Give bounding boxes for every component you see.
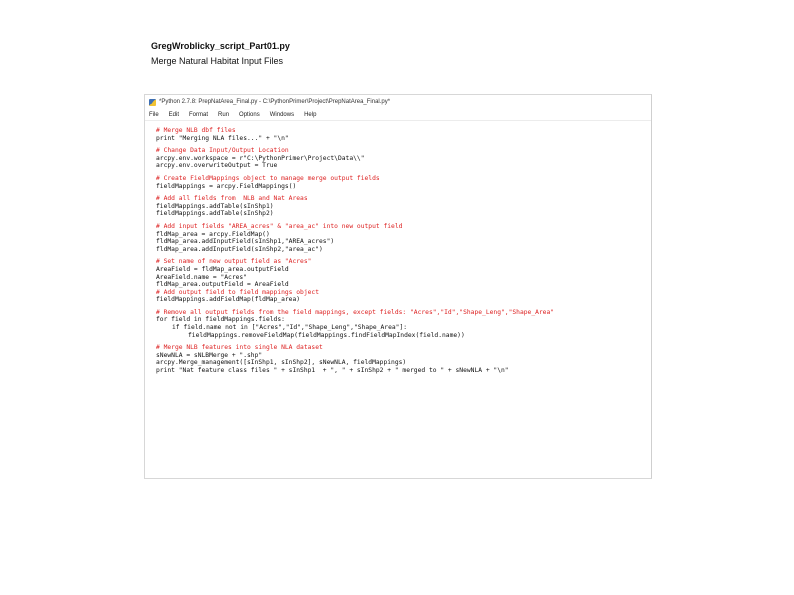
menu-edit[interactable]: Edit: [168, 111, 180, 118]
code-comment-line: # Remove all output fields from the field mappings, except fields: "Acres","Id","Shape_Leng","Shape_Area": [156, 308, 555, 316]
code-line: arcpy.env.workspace = r"C:\PythonPrimer\Project\Data\\": [156, 154, 365, 162]
menu-file[interactable]: File: [149, 111, 159, 118]
menu-bar: [145, 109, 651, 121]
code-line: arcpy.env.overwriteOutput = True: [156, 162, 278, 170]
code-comment-line: # Merge NLB dbf files: [156, 127, 236, 134]
menu-run[interactable]: Run: [218, 111, 230, 118]
python-app-icon: [149, 99, 156, 106]
code-line: if field.name not in ["Acres","Id","Shape_Leng","Shape_Area"]:: [172, 324, 408, 332]
code-line: arcpy.Merge_management([sInShp1, sInShp2], sNewNLA, fieldMappings): [156, 359, 407, 367]
code-line: sNewNLA = sNLBMerge + ".shp": [156, 351, 263, 359]
code-line: print "Merging NLA files..." + "\n": [156, 134, 289, 142]
code-comment-line: # Create FieldMappings object to manage merge output fields: [156, 174, 380, 182]
code-comment-line: # Add all fields from NLB and Nat Areas: [156, 195, 308, 203]
menu-help[interactable]: Help: [304, 111, 317, 118]
code-line: fldMap_area = arcpy.FieldMap(): [156, 230, 270, 238]
code-line: AreaField.name = "Acres": [156, 273, 247, 281]
code-line: fieldMappings.addFieldMap(fldMap_area): [156, 296, 301, 304]
code-line: fieldMappings.addTable(sInShp2): [156, 210, 274, 218]
code-comment-line: # Set name of new output field as "Acres": [156, 258, 312, 266]
code-line: AreaField = fldMap_area.outputField: [156, 265, 289, 273]
menu-windows[interactable]: Windows: [269, 111, 295, 118]
menu-options[interactable]: Options: [239, 111, 260, 118]
window-titlebar: [145, 95, 651, 109]
menu-format[interactable]: Format: [189, 111, 209, 118]
code-comment-line: # Add input fields "AREA_acres" & "area_ac" into new output field: [156, 222, 403, 230]
code-line: fieldMappings = arcpy.FieldMappings(): [156, 182, 297, 190]
document-title: GregWroblicky_script_Part01.py: [151, 41, 290, 51]
idle-editor-window: [144, 94, 652, 479]
code-comment-line: # Add output field to field mappings object: [156, 288, 320, 296]
document-subtitle: Merge Natural Habitat Input Files: [151, 56, 284, 66]
code-line: fieldMappings.removeFieldMap(fieldMappings.findFieldMapIndex(field.name)): [188, 331, 465, 339]
code-comment-line: # Change Data Input/Output Location: [156, 147, 289, 155]
code-line: print "Nat feature class files " + sInShp1 + ", " + sInShp2 + " merged to " + sNewNLA + "\n": [156, 367, 509, 375]
code-line: fldMap_area.outputField = AreaField: [156, 281, 289, 289]
code-line: fieldMappings.addTable(sInShp1): [156, 202, 274, 210]
code-comment-line: # Merge NLB features into single NLA dataset: [156, 344, 323, 352]
code-editor[interactable]: [145, 121, 651, 375]
code-line: for field in fieldMappings.fields:: [156, 316, 285, 324]
window-title: *Python 2.7.8: PrepNatArea_Final.py - C:\PythonPrimer\Project\PrepNatArea_Final.py*: [159, 99, 391, 105]
code-line: fldMap_area.addInputField(sInShp1,"AREA_acres"): [156, 238, 335, 246]
code-line: fldMap_area.addInputField(sInShp2,"area_ac"): [156, 245, 323, 253]
